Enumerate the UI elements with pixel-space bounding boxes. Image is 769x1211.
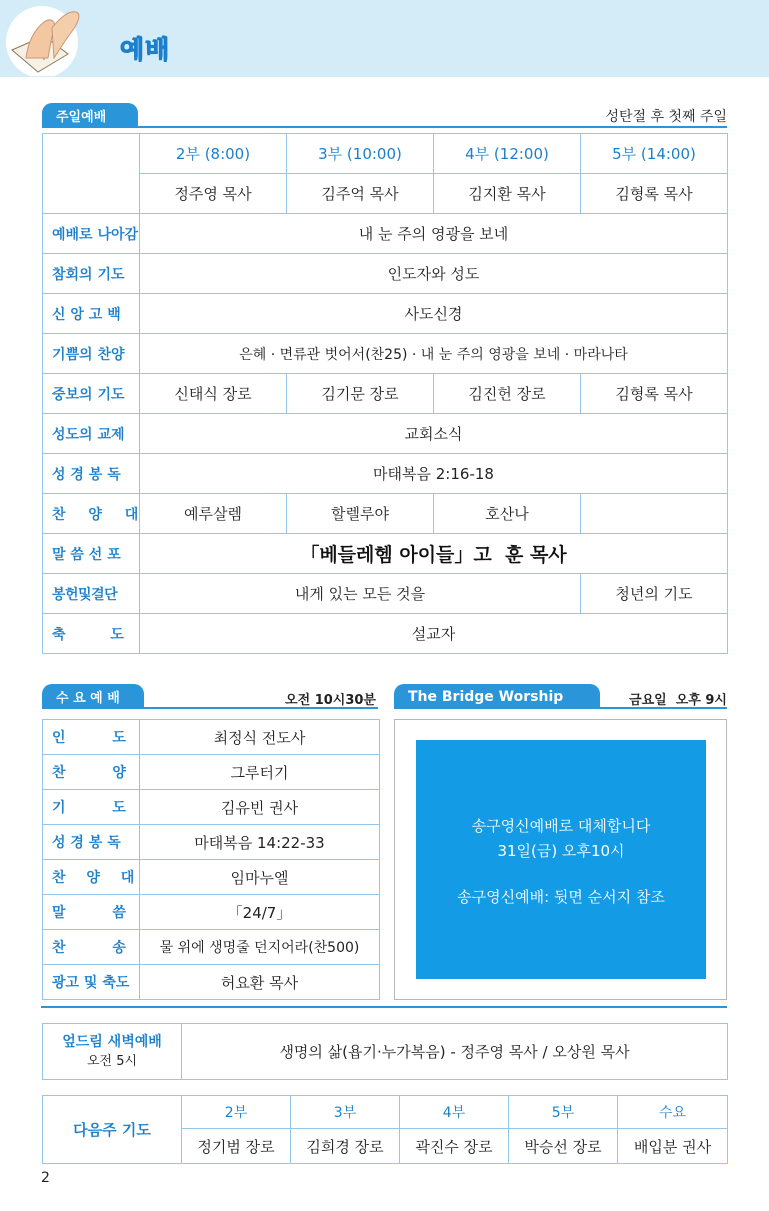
- dawn-worship-label: [43, 1024, 182, 1080]
- prayer-name: 김희경 장로: [291, 1129, 400, 1164]
- row-label: 예배로 나아감: [43, 214, 140, 254]
- row-label: 축 도: [43, 614, 140, 654]
- row-value: 은혜 · 면류관 벗어서(찬25) · 내 눈 주의 영광을 보네 · 마라나타: [140, 334, 728, 374]
- row-value: 김형록 목사: [581, 374, 728, 414]
- row-label: 봉헌및결단: [43, 574, 140, 614]
- sermon-title: 「베들레헴 아이들」고 훈 목사: [140, 534, 728, 574]
- row-label: 기 도: [43, 790, 140, 825]
- row-label: 참회의 기도: [43, 254, 140, 294]
- row-value: 물 위에 생명줄 던지어라(찬500): [140, 930, 380, 965]
- dawn-worship-table: [42, 1023, 728, 1080]
- section-divider: [41, 1006, 727, 1008]
- bridge-time: 금요일 오후 9시: [629, 693, 727, 708]
- bridge-worship-tab: The Bridge Worship: [394, 684, 600, 709]
- row-value: 내게 있는 모든 것을: [140, 574, 581, 614]
- row-label: 광고 및 축도: [43, 965, 140, 1000]
- service-leader: 김주억 목사: [287, 174, 434, 214]
- prayer-name: 정기범 장로: [182, 1129, 291, 1164]
- row-value: [581, 494, 728, 534]
- row-value: 마태복음 2:16-18: [140, 454, 728, 494]
- row-label: 신 앙 고 백: [43, 294, 140, 334]
- row-value: 사도신경: [140, 294, 728, 334]
- service-time: 5부 (14:00): [581, 134, 728, 174]
- sunday-worship-tab: 주일예배: [42, 103, 138, 128]
- wednesday-time: 오전 10시30분: [285, 693, 376, 708]
- sunday-subtitle: 성탄절 후 첫째 주일: [605, 109, 727, 125]
- row-label: 찬 송: [43, 930, 140, 965]
- row-label: 인 도: [43, 720, 140, 755]
- row-value: 그루터기: [140, 755, 380, 790]
- service-leader: 정주영 목사: [140, 174, 287, 214]
- prayer-name: 배입분 권사: [618, 1129, 728, 1164]
- page-header: [0, 0, 769, 77]
- row-label: 중보의 기도: [43, 374, 140, 414]
- prayer-name: 박승선 장로: [509, 1129, 618, 1164]
- row-value: 허요환 목사: [140, 965, 380, 1000]
- page-title: 예배: [120, 35, 171, 64]
- prayer-header: 2부: [182, 1096, 291, 1129]
- row-value: 설교자: [140, 614, 728, 654]
- row-value: 교회소식: [140, 414, 728, 454]
- row-value: 내 눈 주의 영광을 보네: [140, 214, 728, 254]
- dawn-time: 오전 5시: [86, 1053, 138, 1069]
- row-label: 성 경 봉 독: [43, 825, 140, 860]
- row-label: 기쁨의 찬양: [43, 334, 140, 374]
- row-value: 인도자와 성도: [140, 254, 728, 294]
- corner-cell: [43, 134, 140, 214]
- bridge-notice: [416, 740, 706, 979]
- prayer-header: 3부: [291, 1096, 400, 1129]
- row-value: 예루살렘: [140, 494, 287, 534]
- dawn-title: 엎드림 새벽예배: [62, 1033, 162, 1050]
- row-value: 신태식 장로: [140, 374, 287, 414]
- row-value: 청년의 기도: [581, 574, 728, 614]
- row-value: 임마누엘: [140, 860, 380, 895]
- row-label: 말 씀 선 포: [43, 534, 140, 574]
- row-label: 찬 양: [43, 755, 140, 790]
- next-prayer-label: 다음주 기도: [43, 1096, 182, 1164]
- row-value: 「24/7」: [140, 895, 380, 930]
- row-value: 할렐루야: [287, 494, 434, 534]
- service-time: 4부 (12:00): [434, 134, 581, 174]
- dawn-value: 생명의 삶(욥기·누가복음) - 정주영 목사 / 오상원 목사: [182, 1024, 728, 1080]
- prayer-name: 곽진수 장로: [400, 1129, 509, 1164]
- prayer-header: 4부: [400, 1096, 509, 1129]
- row-label: 성도의 교제: [43, 414, 140, 454]
- prayer-header: 수요: [618, 1096, 728, 1129]
- page-number: 2: [41, 1170, 50, 1186]
- wednesday-worship-table: [42, 719, 380, 1000]
- praying-hands-bible-icon: [4, 2, 104, 76]
- row-value: 호산나: [434, 494, 581, 534]
- service-time: 3부 (10:00): [287, 134, 434, 174]
- row-value: 마태복음 14:22-33: [140, 825, 380, 860]
- row-label: 찬 양 대: [43, 860, 140, 895]
- row-label: 말 씀: [43, 895, 140, 930]
- bridge-line-1: 송구영신예배로 대체합니다: [471, 817, 651, 835]
- row-value: 김유빈 권사: [140, 790, 380, 825]
- prayer-header: 5부: [509, 1096, 618, 1129]
- row-label: 성 경 봉 독: [43, 454, 140, 494]
- bridge-line-2: 31일(금) 오후10시: [497, 842, 625, 860]
- row-value: 김진헌 장로: [434, 374, 581, 414]
- wednesday-worship-tab: 수 요 예 배: [42, 684, 144, 709]
- row-value: 김기문 장로: [287, 374, 434, 414]
- row-label: 찬 양 대: [43, 494, 140, 534]
- sunday-tab-underline: [42, 126, 727, 128]
- service-leader: 김형록 목사: [581, 174, 728, 214]
- service-time: 2부 (8:00): [140, 134, 287, 174]
- row-value: 최정식 전도사: [140, 720, 380, 755]
- bridge-line-3: 송구영신예배: 뒷면 순서지 참조: [457, 888, 665, 906]
- next-prayer-table: [42, 1095, 728, 1164]
- sunday-worship-table: [42, 133, 728, 654]
- service-leader: 김지환 목사: [434, 174, 581, 214]
